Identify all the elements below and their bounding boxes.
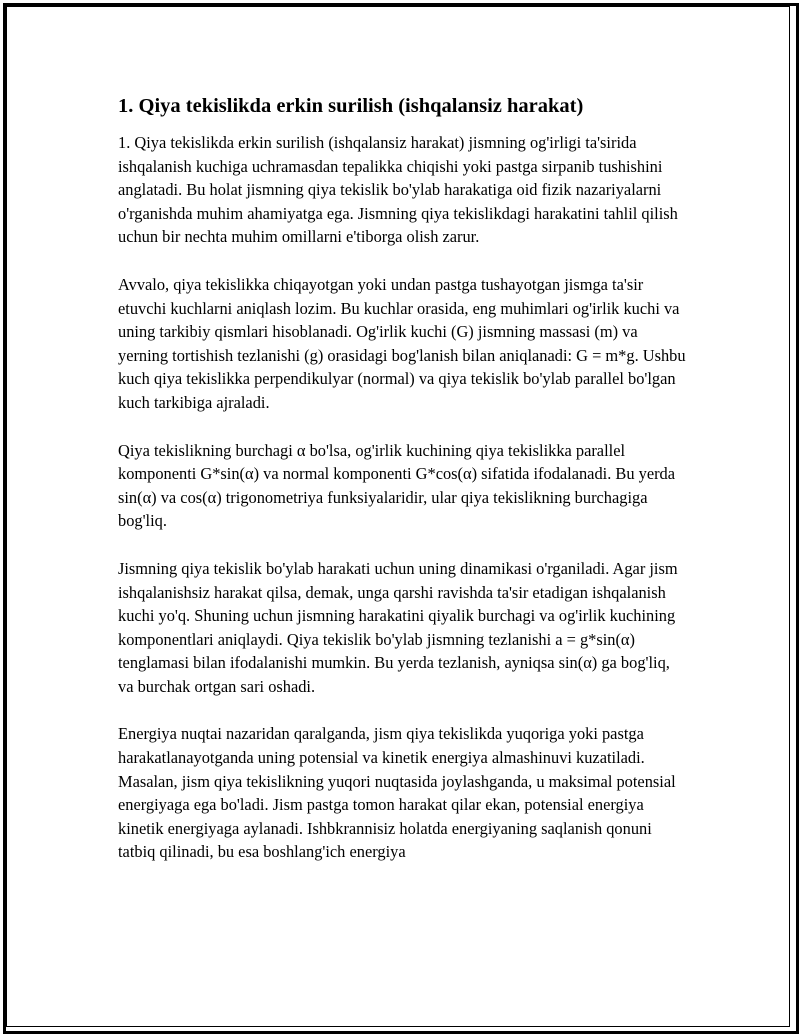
document-body	[118, 93, 688, 888]
paragraph-3: Qiya tekislikning burchagi α bo'lsa, og'irlik kuchining qiya tekislikka parallel komponenti G*sin(α) va normal komponenti G*cos(α) sifatida ifodalanadi. Bu yerda sin(α) va cos(α) trigonometriya funksiyalaridir, ular qiya tekislikning burchagiga bog'liq.	[118, 440, 676, 531]
paragraph-2: Avvalo, qiya tekislikka chiqayotgan yoki undan pastga tushayotgan jismga ta'sir etuvchi kuchlarni aniqlash lozim. Bu kuchlar orasida, eng muhimlari og'irlik kuchi va uning tarkibiy qismlari hisoblanadi. Og'irlik kuchi (G) jismning massasi (m) va yerning tortishish tezlanishi (g) orasidagi bog'lanish bilan aniqlanadi: G = m*g. Ushbu kuch qiya tekislikka perpendikulyar (normal) va qiya tekislik bo'ylab parallel bo'lgan kuch tarkibiga ajraladi.	[118, 274, 686, 412]
paragraph-4: Jismning qiya tekislik bo'ylab harakati uchun uning dinamikasi o'rganiladi. Agar jism ishqalanishsiz harakat qilsa, demak, unga qarshi ravishda ta'sir etadigan ishqalanish kuchi yo'q. Shuning uchun jismning harakatini qiyalik burchagi va og'irlik kuchining komponentlari aniqlaydi. Qiya tekislik bo'ylab jismning tezlanishi a = g*sin(α) tenglamasi bilan ifodalanishi mumkin. Bu yerda tezlanish, ayniqsa sin(α) ga bog'liq, va burchak ortgan sari oshadi.	[118, 558, 678, 696]
paragraph-1: 1. Qiya tekislikda erkin surilish (ishqalansiz harakat) jismning og'irligi ta'sirida ishqalanish kuchiga uchramasdan tepalikka chiqishi yoki pastga sirpanib tushishini anglatadi. Bu holat jismning qiya tekislik bo'ylab harakatiga oid fizik nazariyalarni o'rganishda muhim ahamiyatga ega. Jismning qiya tekislikdagi harakatini tahlil qilish uchun bir nechta muhim omillarni e'tiborga olish zarur.	[118, 133, 678, 247]
document-heading: 1. Qiya tekislikda erkin surilish (ishqalansiz harakat)	[118, 95, 584, 117]
paragraph-5: Energiya nuqtai nazaridan qaralganda, jism qiya tekislikda yuqoriga yoki pastga harakatlanayotganda uning potensial va kinetik energiya almashinuvi kuzatiladi. Masalan, jism qiya tekislikning yuqori nuqtasida joylashganda, u maksimal potensial energiyaga ega bo'ladi. Jism pastga tomon harakat qilar ekan, potensial energiya kinetik energiyaga aylanadi. Ishbkrannisiz holatda energiyaning saqlanish qonuni tatbiq qilinadi, bu esa boshlang'ich energiya	[118, 724, 676, 862]
